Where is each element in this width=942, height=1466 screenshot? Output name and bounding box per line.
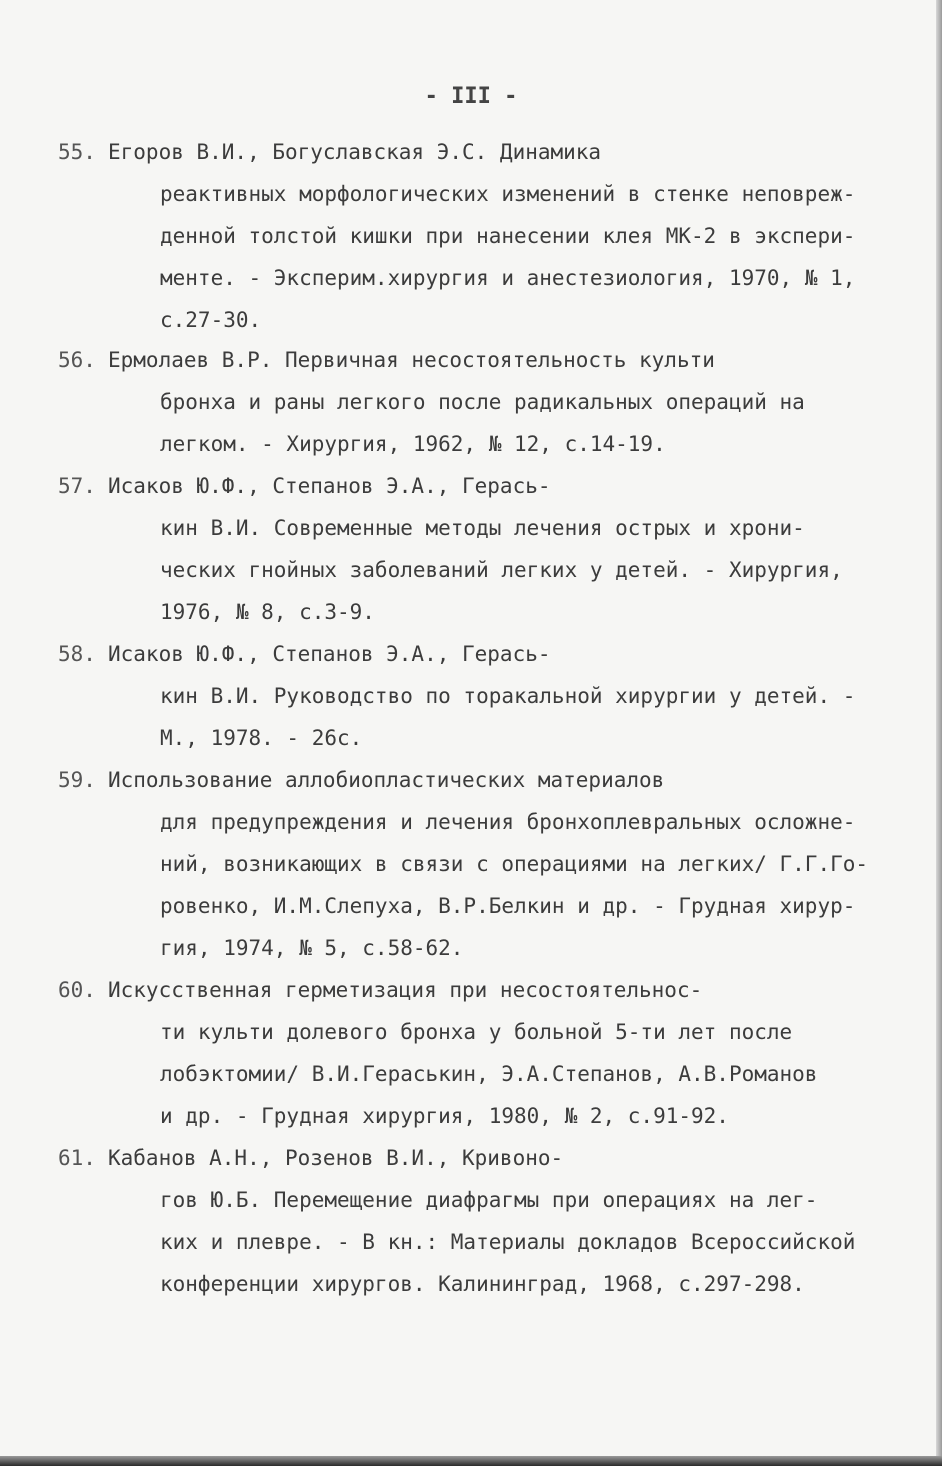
entry-line: Использование аллобиопластических материалов — [108, 768, 665, 792]
entry-line: лобэктомии/ В.И.Гераськин, Э.А.Степанов, А.В.Романов — [160, 1062, 818, 1086]
scan-edge-right — [936, 0, 942, 1466]
entry-line: гия, 1974, № 5, с.58-62. — [160, 936, 464, 960]
entry-line: бронха и раны легкого после радикальных операций на — [160, 390, 805, 414]
entry-line: ровенко, И.М.Слепуха, В.Р.Белкин и др. - Грудная хирур- — [160, 894, 856, 918]
entry-line: М., 1978. - 26с. — [160, 726, 363, 750]
entry-line: Искусственная герметизация при несостоятельнос- — [108, 978, 703, 1002]
entry-number: 58. — [58, 642, 96, 666]
entry-line: легком. - Хирургия, 1962, № 12, с.14-19. — [160, 432, 666, 456]
entry-number: 57. — [58, 474, 96, 498]
entry-line: с.27-30. — [160, 308, 262, 332]
entry-line: ческих гнойных заболеваний легких у детей. - Хирургия, — [160, 558, 843, 582]
entry-line: 1976, № 8, с.3-9. — [160, 600, 375, 624]
scan-edge-bottom — [0, 1456, 942, 1466]
entry-line: ких и плевре. - В кн.: Материалы докладов Всероссийской — [160, 1230, 856, 1254]
entry-line: конференции хирургов. Калининград, 1968, с.297-298. — [160, 1272, 805, 1296]
entry-line: денной толстой кишки при нанесении клея МК-2 в экспери- — [160, 224, 856, 248]
entry-line: Кабанов А.Н., Розенов В.И., Кривоно- — [108, 1146, 564, 1170]
entry-line: ти культи долевого бронха у больной 5-ти лет после — [160, 1020, 793, 1044]
entry-line: Исаков Ю.Ф., Степанов Э.А., Герась- — [108, 642, 551, 666]
entry-line: реактивных морфологических изменений в стенке неповреж- — [160, 182, 856, 206]
entry-line: кин В.И. Руководство по торакальной хирургии у детей. - — [160, 684, 856, 708]
entry-line: для предупреждения и лечения бронхоплевральных осложне- — [160, 810, 856, 834]
entry-number: 56. — [58, 348, 96, 372]
entry-line: ний, возникающих в связи с операциями на легких/ Г.Г.Го- — [160, 852, 869, 876]
entry-line: гов Ю.Б. Перемещение диафрагмы при операциях на лег- — [160, 1188, 818, 1212]
entry-line: Исаков Ю.Ф., Степанов Э.А., Герась- — [108, 474, 551, 498]
entry-number: 55. — [58, 140, 96, 164]
entry-number: 59. — [58, 768, 96, 792]
entry-line: кин В.И. Современные методы лечения острых и хрони- — [160, 516, 805, 540]
entry-line: менте. - Эксперим.хирургия и анестезиология, 1970, № 1, — [160, 266, 856, 290]
entry-number: 61. — [58, 1146, 96, 1170]
entry-line: и др. - Грудная хирургия, 1980, № 2, с.91-92. — [160, 1104, 729, 1128]
entry-number: 60. — [58, 978, 96, 1002]
entry-line: Егоров В.И., Богуславская Э.С. Динамика — [108, 140, 602, 164]
page-number: - III - — [424, 84, 518, 109]
entry-line: Ермолаев В.Р. Первичная несостоятельность культи — [108, 348, 715, 372]
